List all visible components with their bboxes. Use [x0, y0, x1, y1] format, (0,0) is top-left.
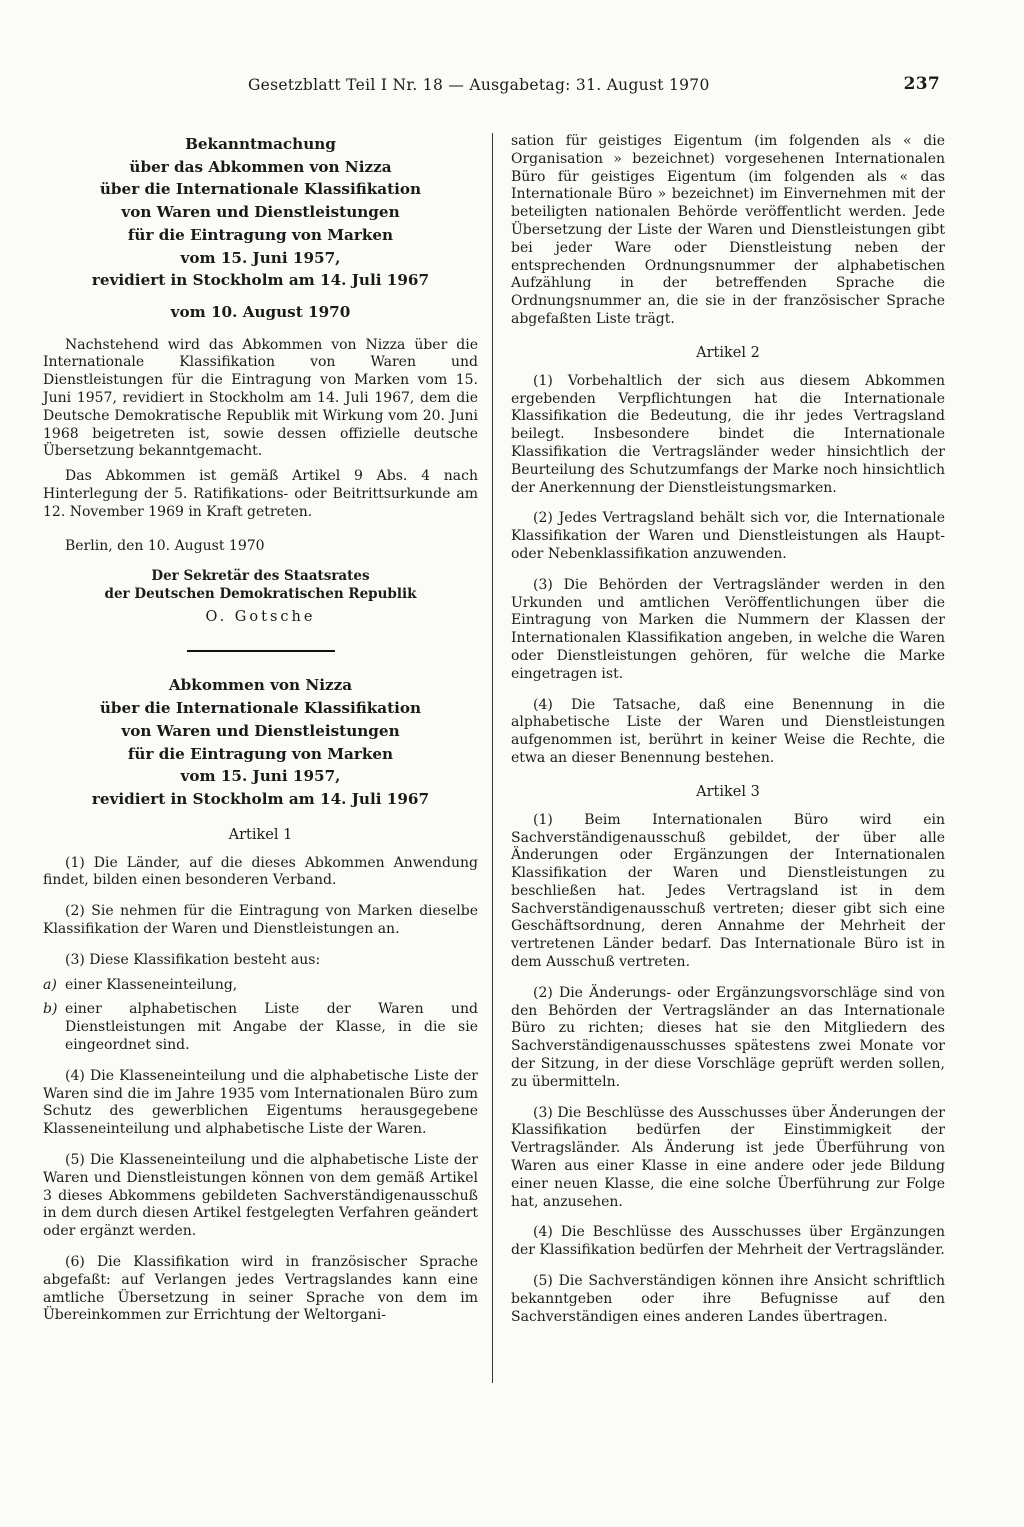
- article-paragraph: (5) Die Klasseneinteilung und die alphabetische Liste der Waren und Dienstleistungen können von dem gemäß Artikel 3 dieses Abkommens gebildeten Sachverständigenausschuß in dem durch diesen Artikel festgelegten Verfahren geändert oder ergänzt werden.: [43, 1151, 478, 1240]
- article-paragraph: (6) Die Klassifikation wird in französischer Sprache abgefaßt: auf Verlangen jedes Vertragslandes kann eine amtliche Übersetzung in seiner Sprache von dem im Übereinkommen zur Errichtung der Weltorgani-: [43, 1253, 478, 1324]
- article-paragraph: (4) Die Tatsache, daß eine Benennung in die alphabetische Liste der Waren und Dienstleistungen aufgenommen ist, berührt in keiner Weise die Rechte, die etwa an dieser Benennung bestehen.: [511, 696, 945, 766]
- section-separator: [187, 650, 335, 652]
- article-paragraph: (3) Diese Klassifikation besteht aus:: [65, 951, 321, 968]
- list-text: einer Klasseneinteilung,: [65, 976, 238, 993]
- date-line: vom 10. August 1970: [170, 302, 351, 321]
- page-number: 237: [903, 74, 940, 94]
- article-paragraph: (1) Die Länder, auf die dieses Abkommen Anwendung findet, bilden einen besonderen Verband.: [43, 854, 478, 889]
- heading-line: für die Eintragung von Marken: [127, 744, 394, 763]
- signature-block: [43, 567, 478, 603]
- list-text: einer alphabetischen Liste der Waren und Dienstleistungen mit Angabe der Klasse, in die sie eingeordnet sind.: [65, 1001, 478, 1053]
- list-item: [43, 977, 478, 995]
- heading-line: Bekanntmachung: [185, 135, 336, 153]
- heading-line: von Waren und Dienstleistungen: [121, 203, 400, 222]
- signature-line: Der Sekretär des Staatsrates: [151, 568, 370, 585]
- article-paragraph: (3) Die Beschlüsse des Ausschusses über Änderungen der Klassifikation bedürfen der Einstimmigkeit der Vertragsländer. Als Änderung ist jede Überführung von Waren aus einer Klasse in eine andere oder jede Bildung einer neuen Klasse, die eine solche Überführung zur Folge hat, anzusehen.: [511, 1104, 945, 1210]
- column-divider: [492, 133, 493, 1383]
- article-paragraph: (1) Vorbehaltlich der sich aus diesem Abkommen ergebenden Verpflichtungen hat die Internationale Klassifikation die Bedeutung, die ihr jedes Vertragsland beilegt. Insbesondere bindet die Internationale Klassifikation die Vertragsländer weder hinsichtlich der Beurteilung des Schutzumfangs der Marke noch hinsichtlich der Anerkennung der Dienstleistungsmarken.: [511, 372, 945, 496]
- article-1-title: Artikel 1: [228, 826, 293, 843]
- article-3-title: Artikel 3: [696, 783, 760, 800]
- list-label: b): [43, 1001, 58, 1018]
- heading-line: über die Internationale Klassifikation: [99, 699, 422, 718]
- right-column: [511, 133, 945, 1326]
- abkommen-heading: [43, 674, 478, 810]
- article-paragraph: (3) Die Behörden der Vertragsländer werden in den Urkunden und amtlichen Veröffentlichungen über die Eintragung von Marken die Nummern der Klassen der Internationalen Klassifikation angeben, in welche die Waren oder Dienstleistungen gehören, für welche die Marke eingetragen ist.: [511, 576, 945, 682]
- article-paragraph: (1) Beim Internationalen Büro wird ein Sachverständigenausschuß gebildet, der über alle Änderungen oder Ergänzungen der Internationalen Klassifikation der Waren und Dienstleistungen zu beschließen hat. Jedes Vertragsland ist in dem Sachverständigenausschuß vertreten; dieser gibt sich eine Geschäftsordnung, deren Annahme der Mehrheit der vertretenen Länder bedarf. Das Internationale Büro ist in dem Ausschuß vertreten.: [511, 811, 945, 971]
- heading-line: über das Abkommen von Nizza: [129, 157, 392, 176]
- article-paragraph: (2) Sie nehmen für die Eintragung von Marken dieselbe Klassifikation der Waren und Dienstleistungen an.: [43, 903, 478, 937]
- heading-line: vom 15. Juni 1957,: [180, 767, 341, 786]
- intro-paragraph: Nachstehend wird das Abkommen von Nizza über die Internationale Klassifikation von Waren und Dienstleistungen für die Eintragung von Marken vom 15. Juni 1957, revidiert in Stockholm am 14. Juli 1967, dem die Deutsche Demokratische Republik mit Wirkung vom 20. Juni 1968 beigetreten ist, sowie dessen offizielle deutsche Übersetzung bekanntgemacht.: [43, 336, 478, 460]
- heading-line: Abkommen von Nizza: [168, 676, 353, 695]
- heading-line: über die Internationale Klassifikation: [99, 180, 422, 199]
- left-column: [43, 133, 478, 1325]
- heading-line: revidiert in Stockholm am 14. Juli 1967: [91, 271, 430, 290]
- article-paragraph: (4) Die Beschlüsse des Ausschusses über Ergänzungen der Klassifikation bedürfen der Mehrheit der Vertragsländer.: [511, 1224, 945, 1259]
- list-label: a): [43, 976, 57, 993]
- bekanntmachung-heading: [43, 133, 478, 292]
- article-paragraph: (5) Die Sachverständigen können ihre Ansicht schriftlich bekanntgeben oder ihre Befugnisse auf den Sachverständigen eines anderen Landes übertragen.: [511, 1273, 945, 1325]
- article-paragraph-continued: sation für geistiges Eigentum (im folgenden als « die Organisation » bezeichnet) vorgesehenen Internationalen Büro für geistiges Eigentum (im folgenden als « das Internationale Büro » bezeichnet) im Einvernehmen mit der beteiligten nationalen Behörde veröffentlicht werden. Jede Übersetzung der Liste der Waren und Dienstleistungen gibt bei jeder Ware oder Dienstleistung neben der entsprechenden Ordnungsnummer der alphabetischen Aufzählung in der betreffenden Sprache die Ordnungsnummer an, die sie in der französischer Sprache abgefaßten Liste trägt.: [511, 133, 945, 327]
- article-paragraph: (2) Die Änderungs- oder Ergänzungsvorschläge sind von den Behörden der Vertragsländer an das Internationale Büro zu richten; dieses hat sie den Mitgliedern des Sachverständigenausschusses spätestens zwei Monate vor der Sitzung, in der diese Vorschläge geprüft werden sollen, zu übermitteln.: [511, 984, 945, 1090]
- list-item: [43, 1001, 478, 1054]
- heading-line: von Waren und Dienstleistungen: [121, 721, 400, 740]
- page-header: [40, 74, 940, 100]
- article-paragraph: (4) Die Klasseneinteilung und die alphabetische Liste der Waren sind die im Jahre 1935 vom Internationalen Büro zum Schutz des gewerblichen Eigentums herausgegebene Klasseneinteilung und alphabetische Liste der Waren.: [43, 1067, 478, 1138]
- article-2-title: Artikel 2: [696, 344, 760, 361]
- article-paragraph: (2) Jedes Vertragsland behält sich vor, die Internationale Klassifikation der Waren und Dienstleistungen als Haupt- oder Nebenklassifikation anzuwenden.: [511, 510, 945, 562]
- heading-line: vom 15. Juni 1957,: [180, 248, 341, 267]
- heading-line: revidiert in Stockholm am 14. Juli 1967: [91, 789, 430, 808]
- place-date: Berlin, den 10. August 1970: [65, 537, 265, 554]
- signature-line: der Deutschen Demokratischen Republik: [104, 586, 417, 603]
- intro-paragraph: Das Abkommen ist gemäß Artikel 9 Abs. 4 nach Hinterlegung der 5. Ratifikations- oder Beitrittsurkunde am 12. November 1969 in Kraft getreten.: [43, 468, 478, 520]
- signatory-name: O. Gotsche: [205, 609, 316, 626]
- gazette-title: Gesetzblatt Teil I Nr. 18 — Ausgabetag: 31. August 1970: [248, 76, 710, 94]
- heading-line: für die Eintragung von Marken: [127, 225, 394, 244]
